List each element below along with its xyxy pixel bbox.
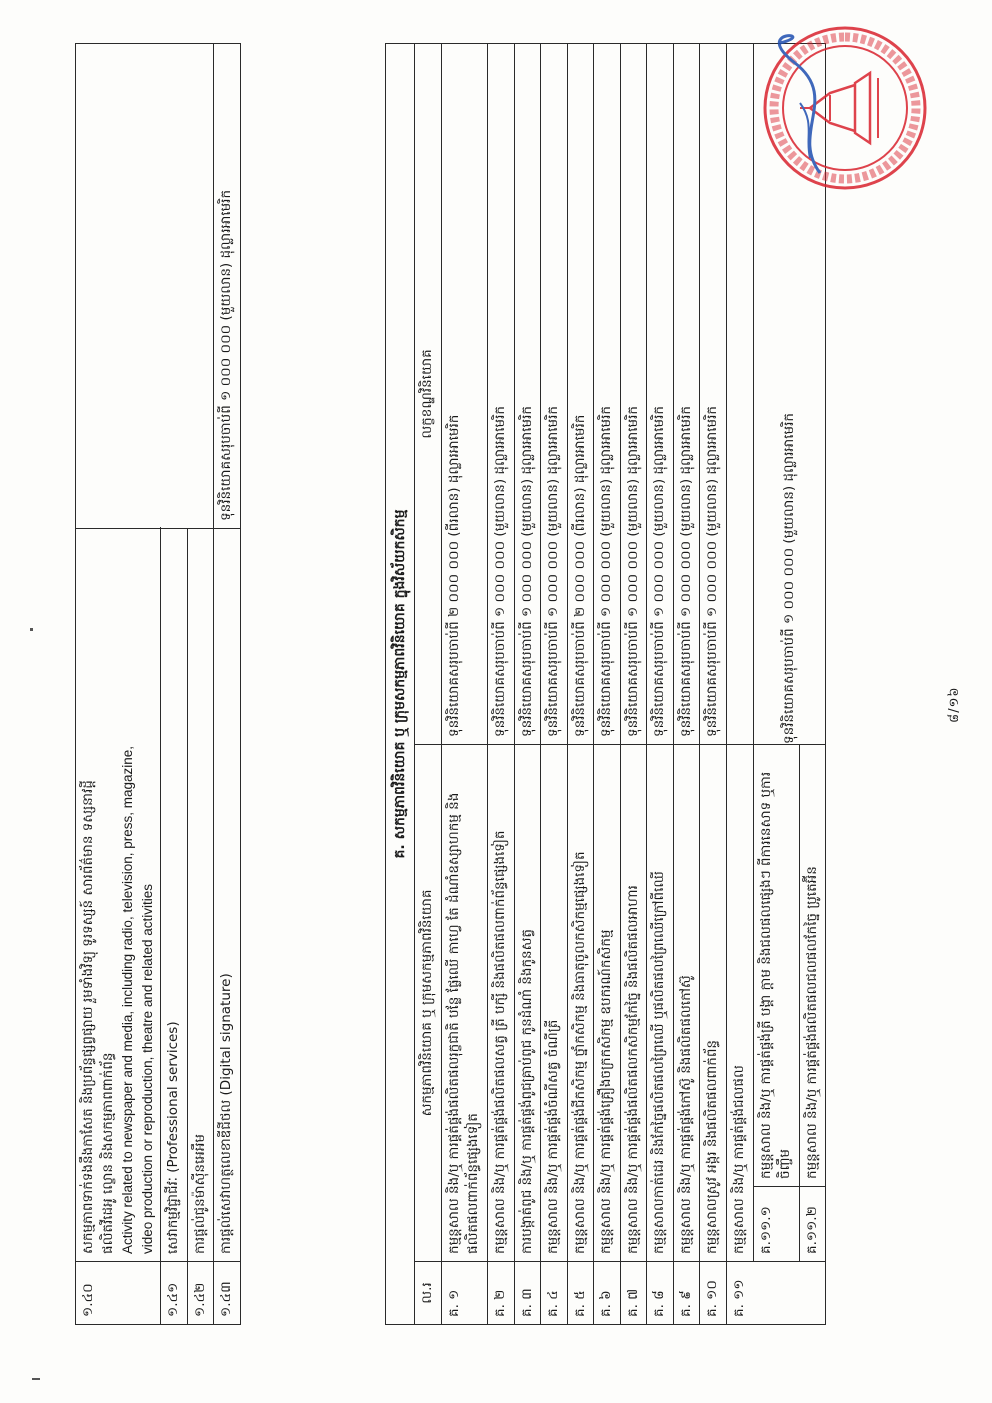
header-number: ល.រ [415, 1262, 442, 1325]
row-number: គ. ១១ [727, 1262, 826, 1325]
row-description [76, 528, 161, 1261]
row-condition: ទុនវិនិយោគសរុបចាប់ពី ១ ០០០ ០០០ (មួយលាន) ដុល្លារអាមេរិក [700, 44, 727, 745]
agriculture-table [385, 43, 826, 1325]
row-condition: ទុនវិនិយោគសរុបចាប់ពី ១ ០០០ ០០០ (មួយលាន) ដុល្លារអាមេរិក [753, 44, 826, 745]
table-row [214, 44, 241, 1325]
table-row [76, 44, 161, 1325]
row-description: កម្មន្តសាល និង/ឬ ការផ្គត់ផ្គង់ចំណីសត្វ ចំណីត្រី [541, 745, 568, 1262]
header-condition: លក្ខខណ្ឌវិនិយោគ [415, 44, 442, 745]
row-condition: ទុនវិនិយោគសរុបចាប់ពី ១ ០០០ ០០០ (មួយលាន) ដុល្លារអាមេរិក [673, 44, 700, 745]
row-number: គ. ២ [487, 1262, 514, 1325]
table-row [673, 44, 700, 1325]
row-condition: ទុនវិនិយោគសរុបចាប់ពី ១ ០០០ ០០០ (មួយលាន) ដុល្លារអាមេរិក [214, 44, 241, 529]
row-number: ១.៤២ [187, 1262, 214, 1325]
row-condition: ទុនវិនិយោគសរុបចាប់ពី ១ ០០០ ០០០ (មួយលាន) ដុល្លារអាមេរិក [620, 44, 647, 745]
table-subrow [753, 44, 799, 1325]
row-description: កម្មន្តសាល និង/ឬ ការផ្គត់ផ្គង់គ្រឿងចក្រកសិកម្ម ឧបករណ៍កសិកម្ម [594, 745, 621, 1262]
row-condition: ទុនវិនិយោគសរុបចាប់ពី ១ ០០០ ០០០ (មួយលាន) ដុល្លារអាមេរិក [594, 44, 621, 745]
table-row [700, 44, 727, 1325]
table-caption-row [386, 44, 415, 1325]
ministry-seal-icon [760, 23, 930, 193]
table-row [487, 44, 514, 1325]
table-header-row [415, 44, 442, 1325]
row-number: គ. ៥ [567, 1262, 594, 1325]
table-row [441, 44, 487, 1325]
row-condition: ទុនវិនិយោគសរុបចាប់ពី ២ ០០០ ០០០ (ពីរលាន) ដុល្លារអាមេរិក [441, 44, 487, 745]
row-description: កម្មន្តសាល និង/ឬ ការផ្គត់ផ្គង់ផលិតផលកសិកម្មកែច្នៃ និងផលិតផលអាហារ [620, 745, 647, 1262]
subrow-description: កម្មន្តសាល និង/ឬ ការផ្គត់ផ្គង់ត្រី បង្គា ក្តាម និងជលផលផ្សេងៗ ពីការនេសាទ ឬការចិញ្ចឹម [757, 771, 794, 1179]
row-number: ១.៤៣ [214, 1262, 241, 1325]
row-number: គ. ៩ [673, 1262, 700, 1325]
table-row [620, 44, 647, 1325]
english-line: Activity related to newspaper and media, including radio, television, press, magazine, [120, 745, 136, 1254]
subrow-number: គ.១១.១ [754, 1187, 799, 1262]
table-row [514, 44, 541, 1325]
khmer-line: សកម្មភាពទាក់ទងនឹងកាសែត និងប្រព័ន្ធផ្សព្វផ្សាយ រួមទាំងវិទ្យុ ទូរទស្សន៍ សារព័ត៌មាន ទស្សនាវដ្ដី [80, 780, 96, 1254]
row-condition: ទុនវិនិយោគសរុបចាប់ពី ១ ០០០ ០០០ (មួយលាន) ដុល្លារអាមេរិក [541, 44, 568, 745]
table-subrow [754, 745, 799, 1261]
header-description: សកម្មភាពវិនិយោគ ឬ ក្រុមសកម្មភាពវិនិយោគ [415, 745, 442, 1262]
row-number: ១.៤១ [161, 1262, 188, 1325]
table-row [727, 44, 754, 1325]
row-description: សេវាកម្មវិជ្ជាជីវៈ (Professional services) [161, 528, 188, 1261]
row-number: គ. ១ [441, 1262, 487, 1325]
row-condition: ទុនវិនិយោគសរុបចាប់ពី ២ ០០០ ០០០ (ពីរលាន) ដុល្លារអាមេរិក [567, 44, 594, 745]
row-description: ការបង្កាត់ពូជ និង/ឬ ការផ្គត់ផ្គង់ពូជគ្រាប់ពូជ កូនដំណាំ និងកូនសត្វ [514, 745, 541, 1262]
row-number: គ. ៤ [541, 1262, 568, 1325]
subrow-table [754, 745, 799, 1261]
row-number: គ. ៦ [594, 1262, 621, 1325]
row-description: កម្មន្តសាល និង/ឬ ការផ្គត់ផ្គង់ជលផល [727, 745, 754, 1262]
table-row [594, 44, 621, 1325]
row-condition: ទុនវិនិយោគសរុបចាប់ពី ១ ០០០ ០០០ (មួយលាន) ដុល្លារអាមេរិក [487, 44, 514, 745]
row-condition: ទុនវិនិយោគសរុបចាប់ពី ១ ០០០ ០០០ (មួយលាន) ដុល្លារអាមេរិក [514, 44, 541, 745]
condition-cell-empty [727, 44, 754, 745]
row-description: កម្មន្តសាល និង/ឬ ការផ្គត់ផ្គង់ផលិតផលសត្វ ត្រី បក្សី និងផលិតផលពាក់ព័ន្ធផ្សេងទៀត [487, 745, 514, 1262]
english-line: video production or reproduction, theatre and related activities [139, 884, 155, 1254]
subrow-table [800, 745, 826, 1261]
subrow-description: កម្មន្តសាល និង/ឬ ការផ្គត់ផ្គង់ផលិតផលជលផលកែច្នៃ ប្រូតេអ៊ីន [803, 866, 820, 1179]
row-number: គ. ៨ [647, 1262, 674, 1325]
row-number: ១.៤០ [76, 1262, 161, 1325]
subrow-wrapper [753, 745, 799, 1262]
row-description: កម្មន្តសាលកាត់ដេរ និងកែច្នៃផលិតផលព្រៃឈើ ឬផលិតផលព្រៃឈើក្រៅពីឈើ [647, 745, 674, 1262]
services-table [75, 43, 241, 1325]
scan-artifact [32, 1378, 40, 1380]
table-subrow [800, 745, 826, 1261]
row-condition: ទុនវិនិយោគសរុបចាប់ពី ១ ០០០ ០០០ (មួយលាន) ដុល្លារអាមេរិក [647, 44, 674, 745]
row-description: កម្មន្តសាល និង/ឬ ការផ្គត់ផ្គង់ជីកសិកម្ម ថ្នាំកសិកម្ម និងធាតុចូលកសិកម្មផ្សេងទៀត [567, 745, 594, 1262]
page-number: ៨/១៦ [947, 686, 962, 723]
subrow-wrapper [799, 745, 826, 1262]
row-description: កម្មន្តសាល និង/ឬ ការផ្គត់ផ្គង់ផលិតផលរុក្ខជាតិ បន្លែ ផ្លែឈើ កាហ្វេ តែ ដំណាំឧស្សាហកម្ម និងផលិតផលពាក់ព័ន្ធផ្សេងទៀត [441, 745, 487, 1262]
table-row [541, 44, 568, 1325]
row-description: ការផ្ដល់សេវាហត្ថលេខាឌីជីថល (Digital signature) [214, 528, 241, 1261]
table-row [647, 44, 674, 1325]
row-description: កម្មន្តសាល និង/ឬ ការផ្គត់ផ្គង់កៅស៊ូ និងផលិតផលកៅស៊ូ [673, 745, 700, 1262]
row-description: កម្មន្តសាលស្រូវ អង្ករ និងផលិតផលពាក់ព័ន្ធ [700, 745, 727, 1262]
row-number: គ. ៧ [620, 1262, 647, 1325]
condition-cell-empty [76, 44, 214, 529]
row-number: គ. ១០ [700, 1262, 727, 1325]
table-row [567, 44, 594, 1325]
section-title: គ. សកម្មភាពវិនិយោគ ឬ ក្រុមសកម្មភាពវិនិយោគ ក្នុងវិស័យកសិកម្ម [386, 44, 415, 1325]
khmer-line: ផលិតវីដេអូ ល្ខោន និងសកម្មភាពពាក់ព័ន្ធ [99, 1052, 116, 1254]
scan-artifact [30, 628, 33, 631]
subrow-number: គ.១១.២ [800, 1187, 826, 1262]
row-description: ការផ្ដល់ជូនម៉ាស៊ីនអេអឹម [187, 528, 214, 1261]
row-number: គ. ៣ [514, 1262, 541, 1325]
